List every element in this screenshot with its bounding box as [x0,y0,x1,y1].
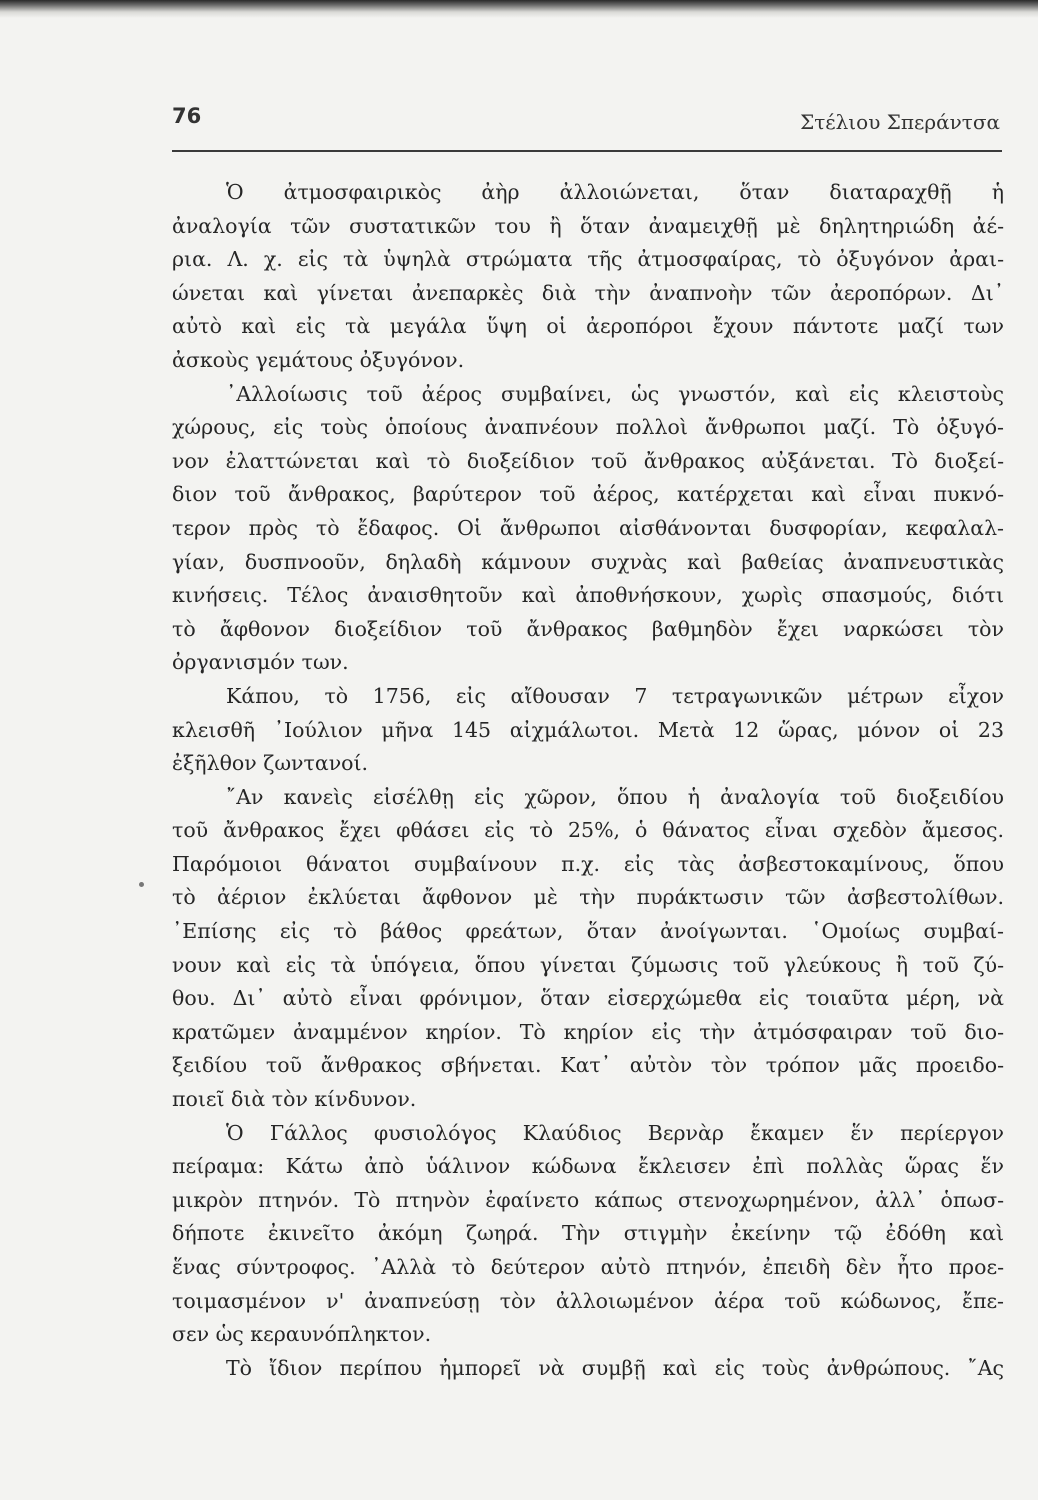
text-line: ᾿Αλλοίωσις τοῦ ἀέρος συμβαίνει, ὡς γνωστόν, καὶ εἰς κλειστοὺς [226,381,1004,406]
text-line: Ὁ ἀτμοσφαιρικὸς ἀὴρ ἀλλοιώνεται, ὅταν διαταραχθῇ ἡ [226,180,1004,204]
text-line: ᾿Επίσης εἰς τὸ βάθος φρεάτων, ὅταν ἀνοίγωνται. ῾Ομοίως συμβαί- [172,919,1004,944]
text-line: κλεισθῆ ᾿Ιούλιον μῆνα 145 αἰχμάλωτοι. Μετὰ 12 ὥρας, μόνον οἱ 23 [172,717,1004,742]
header-rule [172,150,1002,152]
paragraph [172,1117,1004,1352]
text-line: χώρους, εἰς τοὺς ὁποίους ἀναπνέουν πολλοὶ ἄνθρωποι μαζί. Τὸ ὀξυγό- [172,415,1004,440]
paragraph [172,176,1004,378]
text-line: ἕνας σύντροφος. ᾿Αλλὰ τὸ δεύτερον αὐτὸ πτηνόν, ἐπειδὴ δὲν ἦτο προε- [172,1255,1004,1279]
text-line: ἐξῆλθον ζωντανοί. [172,751,369,776]
paragraph [172,1352,1004,1386]
running-head: Στέλιου Σπεράντσα [800,110,1000,134]
body-text [172,176,1004,1385]
text-line: τοιμασμένον ν' ἀναπνεύσῃ τὸν ἀλλοιωμένον ἀέρα τοῦ κώδωνος, ἔπε- [172,1288,1004,1313]
text-line: τοῦ ἄνθρακος ἔχει φθάσει εἰς τὸ 25%, ὁ θάνατος εἶναι σχεδὸν ἄμεσος. [172,818,1004,843]
text-line: σεν ὡς κεραυνόπληκτον. [172,1322,432,1347]
paragraph [172,378,1004,680]
text-line: Παρόμοιοι θάνατοι συμβαίνουν π.χ. εἰς τὰς ἀσβεστοκαμίνους, ὅπου [172,851,1004,876]
text-line: τὸ ἄφθονον διοξείδιον τοῦ ἄνθρακος βαθμηδὸν ἔχει ναρκώσει τὸν [172,616,1004,641]
text-line: θου. Δι᾿ αὐτὸ εἶναι φρόνιμον, ὅταν εἰσερχώμεθα εἰς τοιαῦτα μέρη, νὰ [172,986,1004,1011]
text-line: τὸ ἀέριον ἐκλύεται ἄφθονον μὲ τὴν πυράκτωσιν τῶν ἀσβεστολίθων. [172,885,1004,910]
margin-speck [139,882,144,887]
text-line: νον ἐλαττώνεται καὶ τὸ διοξείδιον τοῦ ἄνθρακος αὐξάνεται. Τὸ διοξεί- [172,448,1004,473]
paragraph [172,781,1004,1117]
text-line: δήποτε ἐκινεῖτο ἀκόμη ζωηρά. Τὴν στιγμὴν ἐκείνην τῷ ἐδόθη καὶ [172,1221,1004,1246]
text-line: μικρὸν πτηνόν. Τὸ πτηνὸν ἐφαίνετο κάπως στενοχωρημένον, ἀλλ᾿ ὁπωσ- [172,1187,1004,1212]
text-line: διον τοῦ ἄνθρακος, βαρύτερον τοῦ ἀέρος, κατέρχεται καὶ εἶναι πυκνό- [172,482,1004,507]
page-number: 76 [172,104,202,128]
text-line: Κάπου, τὸ 1756, εἰς αἴθουσαν 7 τετραγωνικῶν μέτρων εἶχον [226,683,1004,708]
text-line: ρια. Λ. χ. εἰς τὰ ὑψηλὰ στρώματα τῆς ἀτμοσφαίρας, τὸ ὀξυγόνον ἀραι- [172,247,1004,272]
text-line: ξειδίου τοῦ ἄνθρακος σβήνεται. Κατ᾿ αὐτὸν τὸν τρόπον μᾶς προειδο- [172,1053,1004,1078]
text-line: ἀσκοὺς γεμάτους ὀξυγόνον. [172,347,465,372]
paragraph [172,680,1004,781]
text-line: ποιεῖ διὰ τὸν κίνδυνον. [172,1087,417,1112]
text-line: πείραμα: Κάτω ἀπὸ ὑάλινον κώδωνα ἔκλεισεν ἐπὶ πολλὰς ὥρας ἕν [172,1154,1004,1179]
text-line: Ὁ Γάλλος φυσιολόγος Κλαύδιος Βερνὰρ ἔκαμεν ἕν περίεργον [226,1120,1004,1145]
text-line: κρατῶμεν ἀναμμένον κηρίον. Τὸ κηρίον εἰς τὴν ἀτμόσφαιραν τοῦ διο- [172,1019,1004,1044]
text-line: αὐτὸ καὶ εἰς τὰ μεγάλα ὕψη οἱ ἀεροπόροι ἔχουν πάντοτε μαζί των [172,314,1004,339]
text-line: Τὸ ἴδιον περίπου ἠμπορεῖ νὰ συμβῇ καὶ εἰς τοὺς ἀνθρώπους. ῎Ας [226,1355,1004,1380]
text-line: ὀργανισμόν των. [172,650,349,675]
text-line: νουν καὶ εἰς τὰ ὑπόγεια, ὅπου γίνεται ζύμωσις τοῦ γλεύκους ἢ τοῦ ζύ- [172,952,1004,977]
text-line: ῎Αν κανεὶς εἰσέλθῃ εἰς χῶρον, ὅπου ἡ ἀναλογία τοῦ διοξειδίου [226,784,1004,809]
text-line: κινήσεις. Τέλος ἀναισθητοῦν καὶ ἀποθνήσκουν, χωρὶς σπασμούς, διότι [172,583,1004,608]
text-line: γίαν, δυσπνοοῦν, δηλαδὴ κάμνουν συχνὰς καὶ βαθείας ἀναπνευστικὰς [172,549,1004,574]
page-header [172,104,1000,144]
scan-edge-shadow [0,0,1038,18]
text-line: ἀναλογία τῶν συστατικῶν του ἢ ὅταν ἀναμειχθῇ μὲ δηλητηριώδη ἀέ- [172,213,1004,238]
text-line: τερον πρὸς τὸ ἔδαφος. Οἱ ἄνθρωποι αἰσθάνονται δυσφορίαν, κεφαλαλ- [172,515,1004,540]
text-line: ώνεται καὶ γίνεται ἀνεπαρκὲς διὰ τὴν ἀναπνοὴν τῶν ἀεροπόρων. Δι᾿ [172,280,1004,305]
